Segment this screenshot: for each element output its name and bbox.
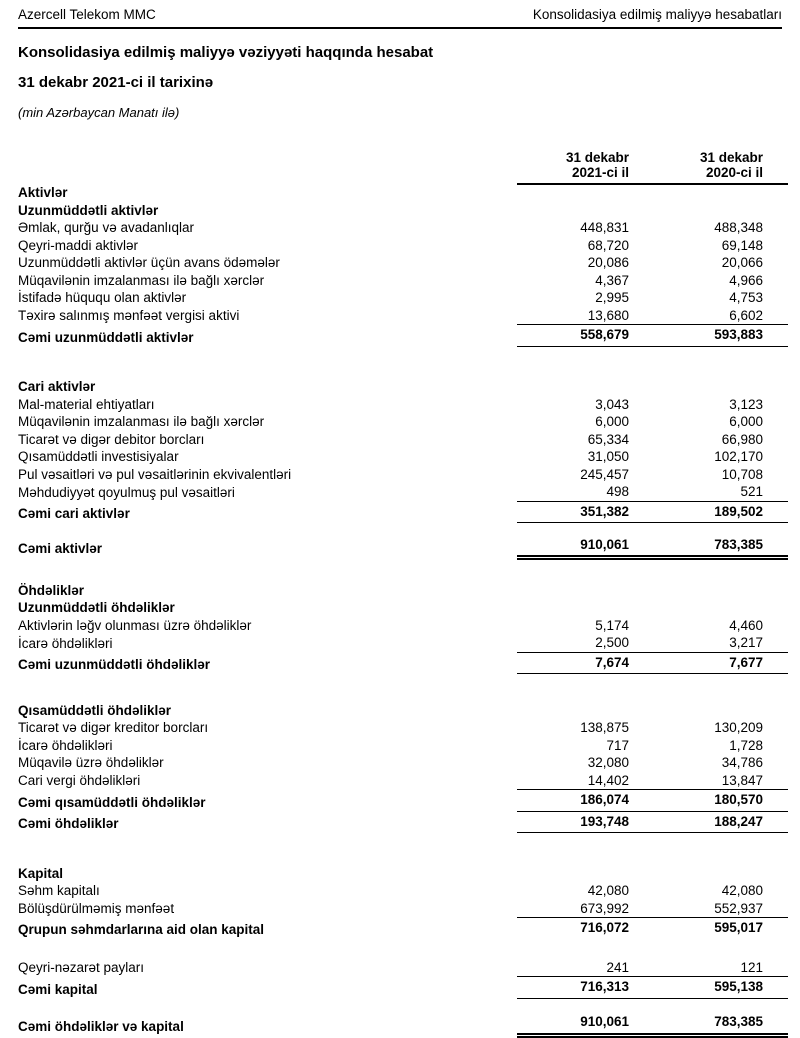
value-2021: 13,680 (517, 307, 629, 325)
grandtotal-row (18, 535, 788, 558)
value-2020 (629, 202, 788, 220)
value-2020: 121 (629, 959, 788, 977)
item-row (18, 272, 788, 290)
total-row (18, 811, 788, 833)
column-header-2020-line1: 31 dekabr (699, 150, 763, 165)
value-2020: 188,247 (629, 811, 788, 833)
column-header-row (18, 142, 788, 184)
row-label: Pul vəsaitləri və pul vəsaitlərinin ekvivalentləri (18, 466, 292, 482)
row-label: İcarə öhdəlikləri (18, 635, 113, 651)
row-label: Qısamüddətli investisiyalar (18, 449, 179, 464)
value-2020: 4,966 (729, 272, 763, 288)
row-label: Qeyri-nəzarət payları (18, 960, 145, 975)
column-header-2021 (517, 142, 629, 184)
company-name: Azercell Telekom MMC (18, 7, 156, 22)
row-label: İstifadə hüququ olan aktivlər (18, 290, 187, 305)
total-row (18, 652, 788, 674)
value-2021: 351,382 (517, 501, 629, 523)
section-row (18, 378, 788, 396)
row-label: İcarə öhdəlikləri (18, 737, 113, 753)
spacer-row (18, 939, 788, 959)
balance-sheet-table (18, 142, 788, 1038)
value-2021: 5,174 (595, 617, 629, 633)
item-row (18, 254, 788, 272)
spacer-cell (18, 558, 788, 582)
value-2020: 69,148 (721, 237, 763, 253)
value-2020: 593,883 (629, 325, 788, 347)
spacer-cell (18, 833, 788, 865)
spacer-cell (18, 939, 788, 959)
value-2020: 4,460 (729, 617, 763, 633)
value-2021: 32,080 (587, 755, 629, 770)
total-row (18, 325, 788, 347)
row-label: Müqavilə üzrə öhdəliklər (18, 755, 164, 770)
value-2020: 66,980 (721, 431, 763, 447)
value-2021: 14,402 (517, 772, 629, 790)
value-2021: 138,875 (580, 720, 629, 735)
value-2021: 2,500 (517, 634, 629, 652)
item-row (18, 219, 788, 237)
item-row (18, 772, 788, 790)
value-2021: 42,080 (587, 883, 629, 898)
value-2021 (517, 202, 629, 220)
spacer-row (18, 558, 788, 582)
value-2020 (629, 702, 788, 720)
item-row (18, 396, 788, 414)
value-2020 (629, 184, 788, 202)
row-label: Aktivlər (18, 185, 68, 200)
item-row (18, 431, 788, 449)
row-label: Cəmi qısamüddətli öhdəliklər (18, 794, 206, 810)
value-2020: 4,753 (729, 290, 763, 305)
row-label: Məhdudiyyət qoyulmuş pul vəsaitləri (18, 484, 235, 500)
total-row (18, 501, 788, 523)
value-2021: 31,050 (587, 449, 629, 464)
row-label: Ticarət və digər debitor borcları (18, 431, 205, 447)
row-label: Bölüşdürülməmiş mənfəət (18, 901, 175, 916)
row-label: Mal-material ehtiyatları (18, 396, 155, 412)
value-2021 (517, 582, 629, 600)
value-2021: 673,992 (517, 900, 629, 918)
value-2021: 4,367 (595, 272, 629, 288)
row-label: Öhdəliklər (18, 582, 85, 598)
spacer-row (18, 346, 788, 378)
value-2020: 180,570 (629, 790, 788, 812)
item-row (18, 448, 788, 466)
value-2021: 6,000 (595, 414, 629, 429)
row-label: Kapital (18, 865, 64, 881)
value-2020: 552,937 (629, 900, 788, 918)
item-row (18, 413, 788, 431)
value-2021: 498 (517, 483, 629, 501)
value-2020: 42,080 (721, 883, 763, 898)
item-row (18, 617, 788, 635)
value-2020: 20,066 (721, 255, 763, 270)
value-2020: 521 (629, 483, 788, 501)
value-2020 (629, 582, 788, 600)
item-row (18, 719, 788, 737)
item-row (18, 483, 788, 501)
item-row (18, 634, 788, 652)
value-2021: 2,995 (595, 290, 629, 305)
value-2021: 717 (606, 737, 629, 753)
total-row (18, 977, 788, 999)
item-row (18, 466, 788, 484)
value-2020: 102,170 (714, 449, 763, 464)
statement-date: 31 dekabr 2021-ci il tarixinə (18, 74, 214, 91)
row-label: Cəmi cari aktivlər (18, 506, 130, 521)
value-2021 (517, 702, 629, 720)
value-2021: 20,086 (587, 255, 629, 270)
item-row (18, 307, 788, 325)
value-2021: 910,061 (517, 1012, 629, 1035)
row-label: Cəmi aktivlər (18, 541, 103, 556)
statement-title: Konsolidasiya edilmiş maliyyə vəziyyəti haqqında hesabat (18, 44, 434, 61)
value-2020: 595,017 (714, 920, 763, 935)
section-row (18, 202, 788, 220)
total-row (18, 790, 788, 812)
row-label: Cəmi uzunmüddətli öhdəliklər (18, 657, 211, 672)
row-label: Cari vergi öhdəlikləri (18, 773, 141, 788)
column-header-2021-line2: 2021-ci il (571, 165, 629, 180)
column-header-2020 (629, 142, 788, 184)
masthead (18, 7, 782, 29)
item-row (18, 959, 788, 977)
spacer-cell (18, 674, 788, 702)
section-row (18, 702, 788, 720)
value-2021: 193,748 (517, 811, 629, 833)
value-2020: 6,602 (629, 307, 788, 325)
value-2021 (517, 599, 629, 617)
item-row (18, 237, 788, 255)
value-2020 (629, 378, 788, 396)
value-2020: 488,348 (714, 220, 763, 235)
section-row (18, 599, 788, 617)
value-2021: 241 (517, 959, 629, 977)
row-label: Cari aktivlər (18, 379, 96, 394)
grandtotal-row (18, 1012, 788, 1035)
value-2021 (517, 184, 629, 202)
row-label: Qeyri-maddi aktivlər (18, 237, 139, 253)
value-2020: 13,847 (629, 772, 788, 790)
row-label: Ticarət və digər kreditor borcları (18, 720, 209, 735)
row-label: Uzunmüddətli aktivlər üçün avans ödəmələr (18, 255, 280, 270)
row-label: Səhm kapitalı (18, 883, 100, 898)
spacer-row (18, 833, 788, 865)
value-2021: 3,043 (595, 396, 629, 412)
row-label: Uzunmüddətli öhdəliklər (18, 600, 175, 615)
value-2020: 189,502 (629, 501, 788, 523)
row-label: Aktivlərin ləğv olunması üzrə öhdəliklər (18, 617, 252, 633)
value-2021: 68,720 (587, 237, 629, 253)
value-2020: 6,000 (729, 414, 763, 429)
value-2021: 716,072 (580, 920, 629, 935)
item-row (18, 754, 788, 772)
value-2020: 3,123 (729, 396, 763, 412)
item-row (18, 900, 788, 918)
spacer-row (18, 523, 788, 535)
row-label: Qrupun səhmdarlarına aid olan kapital (18, 922, 265, 937)
value-2021: 65,334 (587, 431, 629, 447)
spacer-row (18, 998, 788, 1012)
value-2020 (629, 599, 788, 617)
row-label: Cəmi kapital (18, 981, 98, 997)
item-row (18, 737, 788, 755)
column-header-empty (18, 142, 517, 184)
row-label: Müqavilənin imzalanması ilə bağlı xərclər (18, 272, 265, 288)
value-2021: 910,061 (517, 535, 629, 558)
value-2021: 558,679 (517, 325, 629, 347)
item-row (18, 289, 788, 307)
row-label: Cəmi uzunmüddətli aktivlər (18, 329, 194, 345)
value-2021: 245,457 (580, 466, 629, 482)
value-2020: 1,728 (729, 737, 763, 753)
value-2020 (629, 865, 788, 883)
row-label: Uzunmüddətli aktivlər (18, 202, 159, 218)
column-header-2020-line2: 2020-ci il (705, 165, 763, 180)
spacer-cell (18, 346, 788, 378)
row-label: Əmlak, qurğu və avadanlıqlar (18, 220, 195, 235)
value-2020: 783,385 (629, 535, 788, 558)
spacer-cell (18, 998, 788, 1012)
section-row (18, 184, 788, 202)
column-header-2021-line1: 31 dekabr (565, 150, 629, 165)
value-2021: 186,074 (517, 790, 629, 812)
row-label: Təxirə salınmış mənfəət vergisi aktivi (18, 308, 240, 323)
value-2021 (517, 865, 629, 883)
value-2020: 783,385 (629, 1012, 788, 1035)
report-type-label: Konsolidasiya edilmiş maliyyə hesabatları (532, 7, 782, 22)
value-2020: 10,708 (721, 466, 763, 482)
value-2021 (517, 378, 629, 396)
row-label: Müqavilənin imzalanması ilə bağlı xərclər (18, 414, 265, 429)
value-2020: 3,217 (629, 634, 788, 652)
value-2020: 34,786 (721, 755, 763, 770)
value-2020: 7,677 (629, 652, 788, 674)
value-2020: 130,209 (714, 720, 763, 735)
section-row (18, 865, 788, 883)
item-row (18, 882, 788, 900)
spacer-row (18, 674, 788, 702)
section-row (18, 582, 788, 600)
value-2020: 595,138 (629, 977, 788, 999)
value-2021: 7,674 (517, 652, 629, 674)
spacer-cell (18, 523, 788, 535)
currency-note: (min Azərbaycan Manatı ilə) (18, 105, 180, 120)
row-label: Qısamüddətli öhdəliklər (18, 702, 172, 718)
total-row (18, 918, 788, 939)
row-label: Cəmi öhdəliklər (18, 816, 119, 831)
value-2021: 716,313 (517, 977, 629, 999)
value-2021: 448,831 (580, 220, 629, 235)
row-label: Cəmi öhdəliklər və kapital (18, 1018, 184, 1034)
